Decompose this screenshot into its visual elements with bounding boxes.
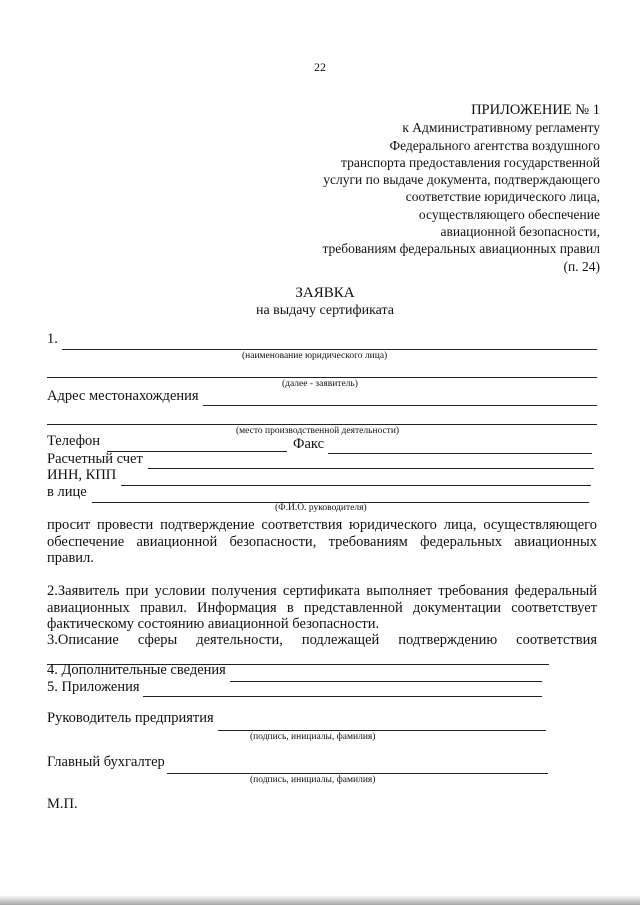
head-label: Руководитель предприятия bbox=[47, 710, 214, 726]
appendix-line: Федерального агентства воздушного bbox=[389, 137, 600, 153]
document-subtitle: на выдачу сертификата bbox=[255, 303, 395, 318]
extra-label: 4. Дополнительные сведения bbox=[47, 662, 226, 678]
address-field[interactable] bbox=[203, 405, 597, 406]
request-paragraph: просит провести подтверждение соответствия юридического лица, осуществляющего обеспечение авиационной безопасности, требованиям федеральных авиационных правил. bbox=[47, 517, 597, 566]
scan-edge-shadow bbox=[0, 895, 640, 905]
signature-hint-1: (подпись, инициалы, фамилия) bbox=[250, 732, 376, 742]
head-signature-field[interactable] bbox=[218, 730, 546, 731]
phone-label: Телефон bbox=[47, 433, 100, 449]
item-3-paragraph: 3.Описание сферы деятельности, подлежащей подтверждению соответствия bbox=[47, 632, 597, 648]
stamp-place: М.П. bbox=[47, 796, 78, 812]
entity-name-field[interactable] bbox=[62, 349, 597, 350]
item-1-label: 1. bbox=[47, 331, 58, 347]
person-label: в лице bbox=[47, 484, 87, 500]
appendix-line: соответствие юридического лица, bbox=[405, 189, 600, 205]
signature-hint-2: (подпись, инициалы, фамилия) bbox=[250, 775, 376, 785]
accountant-signature-field[interactable] bbox=[167, 773, 548, 774]
appendix-line: осуществляющего обеспечение bbox=[418, 206, 600, 222]
appendix-line: требованиям федеральных авиационных правил bbox=[322, 241, 600, 257]
entity-name-hint: (наименование юридического лица) bbox=[242, 351, 388, 361]
accountant-label: Главный бухгалтер bbox=[47, 754, 165, 770]
appendix-line: (п. 24) bbox=[563, 258, 600, 274]
appendix-line: услуги по выдаче документа, подтверждающего bbox=[323, 172, 600, 188]
item-2-paragraph: 2.Заявитель при условии получения сертификата выполняет требования федеральный авиационных правил. Информация в представленной документации соответствует фактическому состоянию авиационной безопасности. bbox=[47, 583, 597, 632]
attachments-label: 5. Приложения bbox=[47, 679, 140, 695]
appendix-line: транспорта предоставления государственной bbox=[341, 154, 600, 170]
appendix-block bbox=[240, 102, 600, 275]
applicant-hint: (далее - заявитель) bbox=[282, 379, 358, 389]
inn-field[interactable] bbox=[121, 485, 591, 486]
appendix-line: авиационной безопасности, bbox=[440, 224, 600, 240]
document-title: ЗАЯВКА bbox=[295, 285, 355, 301]
account-label: Расчетный счет bbox=[47, 451, 143, 467]
appendix-line: к Административному регламенту bbox=[402, 120, 600, 136]
appendix-heading: ПРИЛОЖЕНИЕ № 1 bbox=[471, 102, 600, 118]
page-number: 22 bbox=[314, 60, 326, 74]
inn-label: ИНН, КПП bbox=[47, 467, 117, 483]
account-field[interactable] bbox=[148, 468, 594, 469]
address-label: Адрес местонахождения bbox=[47, 388, 199, 404]
extra-field[interactable] bbox=[230, 681, 542, 682]
address-field-2[interactable] bbox=[47, 424, 597, 425]
fax-label: Факс bbox=[293, 436, 325, 452]
place-hint: (место производственной деятельности) bbox=[236, 426, 400, 436]
fax-field[interactable] bbox=[328, 453, 592, 454]
entity-name-field-2[interactable] bbox=[47, 377, 597, 378]
attachments-field[interactable] bbox=[143, 696, 542, 697]
head-hint: (Ф.И.О. руководителя) bbox=[275, 503, 367, 513]
